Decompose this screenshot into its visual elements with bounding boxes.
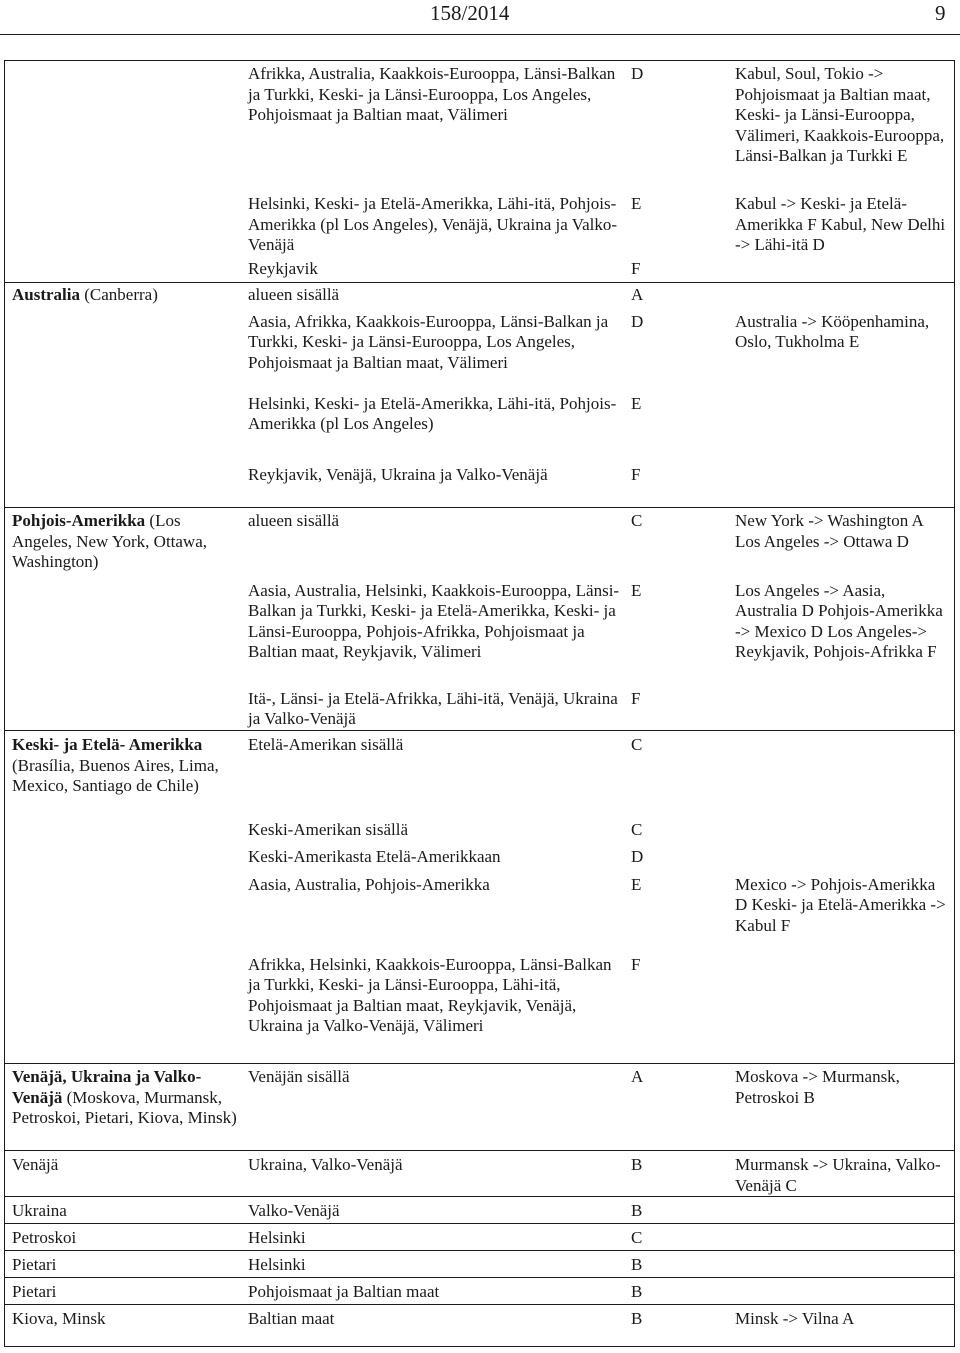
table-row	[4, 308, 955, 390]
region-name: Venäjä, Ukraina ja Valko-Venäjä	[12, 1067, 202, 1107]
table-row	[4, 256, 955, 283]
header-rule	[0, 34, 960, 35]
zone-cell: D	[631, 846, 644, 866]
destination-cell: Aasia, Australia, Pohjois-Amerikka	[248, 874, 490, 894]
table-row	[4, 951, 955, 1064]
region-cell	[4, 951, 244, 1064]
destination-cell: Venäjän sisällä	[244, 1064, 629, 1151]
zone-cell: F	[631, 464, 641, 484]
table-row	[4, 283, 955, 308]
destination-cell: alueen sisällä	[244, 508, 629, 577]
zone-cell: B	[629, 1151, 727, 1197]
exception-cell	[727, 1251, 955, 1278]
zone-cell: A	[629, 283, 727, 308]
region-cell	[4, 844, 244, 871]
exception-cell: Minsk -> Vilna A	[727, 1305, 955, 1331]
region-cell	[4, 871, 244, 951]
zone-cell: F	[631, 688, 641, 708]
region-cell	[4, 731, 244, 817]
zone-cell: F	[631, 954, 641, 974]
table-row	[4, 817, 955, 844]
region-name: Keski- ja Etelä- Amerikka	[12, 735, 203, 754]
exception-cell	[727, 951, 955, 1064]
region-cities: (Brasília, Buenos Aires, Lima, Mexico, Santiago de Chile)	[12, 755, 219, 795]
region-cell	[4, 283, 244, 308]
zone-cell: B	[629, 1197, 727, 1224]
table-row	[4, 1251, 955, 1278]
table-body	[4, 61, 955, 1331]
zone-cell: A	[629, 1064, 727, 1151]
exception-cell	[727, 686, 955, 731]
zone-cell: D	[631, 311, 644, 331]
zone-cell: C	[629, 508, 727, 577]
table-row	[4, 191, 955, 256]
page-number: 9	[935, 1, 946, 25]
table-row	[4, 1197, 955, 1224]
region-cities: Venäjä	[12, 1155, 59, 1174]
destination-cell: Itä-, Länsi- ja Etelä-Afrikka, Lähi-itä, Venäjä, Ukraina ja Valko-Venäjä	[248, 688, 618, 728]
destination-cell: Baltian maat	[244, 1305, 629, 1331]
region-cities: Petroskoi	[12, 1228, 77, 1247]
region-cities: Pietari	[12, 1282, 57, 1301]
exception-cell: New York -> Washington A Los Angeles -> Ottawa D	[727, 508, 955, 577]
page-header	[0, 0, 960, 34]
document-number: 158/2014	[430, 1, 510, 25]
table-row	[4, 1151, 955, 1197]
exception-cell	[727, 283, 955, 308]
destination-cell: Aasia, Australia, Helsinki, Kaakkois-Eurooppa, Länsi-Balkan ja Turkki, Keski- ja Etelä-Amerikka, Keski- ja Länsi-Eurooppa, Pohjois-Afrikka, Pohjoismaat ja Baltian maat, Reykjavik, Välimeri	[248, 580, 620, 661]
destination-cell: Keski-Amerikasta Etelä-Amerikkaan	[248, 846, 501, 866]
region-name: Australia	[12, 285, 80, 304]
table-row	[4, 731, 955, 817]
region-cell	[4, 1151, 244, 1197]
zone-cell: E	[631, 874, 642, 894]
exception-cell: Kabul -> Keski- ja Etelä-Amerikka F Kabul, New Delhi -> Lähi-itä D	[735, 194, 946, 254]
region-cities: Pietari	[12, 1255, 57, 1274]
exception-cell: Los Angeles -> Aasia, Australia D Pohjois-Amerikka -> Mexico D Los Angeles-> Reykjavik, Pohjois-Afrikka F	[735, 580, 943, 661]
exception-cell	[727, 462, 955, 508]
zone-cell: D	[631, 64, 644, 83]
destination-cell: Valko-Venäjä	[244, 1197, 629, 1224]
zone-cell: C	[629, 1224, 727, 1251]
destination-cell: Helsinki, Keski- ja Etelä-Amerikka, Lähi-itä, Pohjois-Amerikka (pl Los Angeles), Venäjä, Ukraina ja Valko-Venäjä	[248, 194, 618, 254]
exception-cell	[727, 731, 955, 817]
region-cell	[4, 1197, 244, 1224]
region-cell	[4, 686, 244, 731]
region-cell	[4, 390, 244, 462]
exception-cell: Kabul, Soul, Tokio -> Pohjoismaat ja Baltian maat, Keski- ja Länsi-Eurooppa, Välimeri, Kaakkois-Eurooppa, Länsi-Balkan ja Turkki E	[735, 64, 945, 165]
destination-cell: Helsinki, Keski- ja Etelä-Amerikka, Lähi-itä, Pohjois-Amerikka (pl Los Angeles)	[248, 393, 617, 433]
zone-table	[4, 61, 955, 1331]
region-cell	[4, 1064, 244, 1151]
exception-cell: Australia -> Kööpenhamina, Oslo, Tukholma E	[735, 311, 930, 351]
zone-cell: B	[629, 1251, 727, 1278]
table-row	[4, 508, 955, 577]
exception-cell	[727, 1224, 955, 1251]
zone-cell: E	[631, 194, 642, 213]
zone-cell: B	[629, 1278, 727, 1305]
zone-cell: F	[631, 258, 641, 278]
region-cell	[4, 191, 244, 256]
region-cell	[4, 508, 244, 577]
exception-cell: Moskova -> Murmansk, Petroskoi B	[727, 1064, 955, 1151]
zone-cell: E	[631, 393, 642, 413]
region-cell	[4, 462, 244, 508]
region-cities: (Los Angeles, New York, Ottawa, Washington)	[12, 511, 208, 571]
table-row	[4, 871, 955, 951]
region-cell	[4, 308, 244, 390]
region-cities: (Canberra)	[80, 285, 158, 304]
region-cities: Kiova, Minsk	[12, 1309, 106, 1328]
region-cell	[4, 1224, 244, 1251]
region-name: Pohjois-Amerikka	[12, 511, 146, 530]
zone-cell: C	[629, 731, 727, 817]
destination-cell: Helsinki	[244, 1251, 629, 1278]
region-cell	[4, 817, 244, 844]
exception-cell	[727, 1197, 955, 1224]
zone-cell: C	[631, 819, 643, 839]
table-row	[4, 686, 955, 731]
destination-cell: Afrikka, Australia, Kaakkois-Eurooppa, Länsi-Balkan ja Turkki, Keski- ja Länsi-Eurooppa, Los Angeles, Pohjoismaat ja Baltian maat, Välimeri	[248, 64, 616, 124]
region-cell	[4, 577, 244, 686]
table-row	[4, 390, 955, 462]
table-row	[4, 577, 955, 686]
destination-cell: Etelä-Amerikan sisällä	[244, 731, 629, 817]
table-row	[4, 61, 955, 191]
exception-cell	[727, 256, 955, 283]
table-row	[4, 1224, 955, 1251]
table-row	[4, 462, 955, 508]
exception-cell	[727, 390, 955, 462]
region-cell	[4, 61, 244, 191]
destination-cell: Helsinki	[244, 1224, 629, 1251]
zone-cell: B	[629, 1305, 727, 1331]
exception-cell: Mexico -> Pohjois-Amerikka D Keski- ja Etelä-Amerikka -> Kabul F	[735, 874, 946, 935]
destination-cell: Afrikka, Helsinki, Kaakkois-Eurooppa, Länsi-Balkan ja Turkki, Keski- ja Länsi-Eurooppa, Lähi-itä, Pohjoismaat ja Baltian maat, Reykjavik, Venäjä, Ukraina ja Valko-Venäjä, Välimeri	[248, 954, 612, 1035]
region-cell	[4, 1278, 244, 1305]
region-cell	[4, 1305, 244, 1331]
table-row	[4, 1278, 955, 1305]
destination-cell: Reykjavik, Venäjä, Ukraina ja Valko-Venäjä	[248, 464, 548, 484]
destination-cell: alueen sisällä	[244, 283, 629, 308]
destination-cell: Keski-Amerikan sisällä	[248, 819, 409, 839]
table-row	[4, 1064, 955, 1151]
exception-cell: Murmansk -> Ukraina, Valko-Venäjä C	[727, 1151, 955, 1197]
exception-cell	[727, 817, 955, 844]
destination-cell: Aasia, Afrikka, Kaakkois-Eurooppa, Länsi-Balkan ja Turkki, Keski- ja Länsi-Eurooppa, Los Angeles, Pohjoismaat ja Baltian maat, Välimeri	[248, 311, 609, 372]
destination-cell: Ukraina, Valko-Venäjä	[244, 1151, 629, 1197]
destination-cell: Pohjoismaat ja Baltian maat	[244, 1278, 629, 1305]
exception-cell	[727, 1278, 955, 1305]
region-cities: (Moskova, Murmansk, Petroskoi, Pietari, Kiova, Minsk)	[12, 1087, 237, 1127]
destination-cell: Reykjavik	[248, 258, 318, 278]
table-row	[4, 844, 955, 871]
region-cell	[4, 1251, 244, 1278]
region-cities: Ukraina	[12, 1201, 67, 1220]
table-row	[4, 1305, 955, 1331]
zone-cell: E	[631, 580, 642, 600]
exception-cell	[727, 844, 955, 871]
region-cell	[4, 256, 244, 283]
